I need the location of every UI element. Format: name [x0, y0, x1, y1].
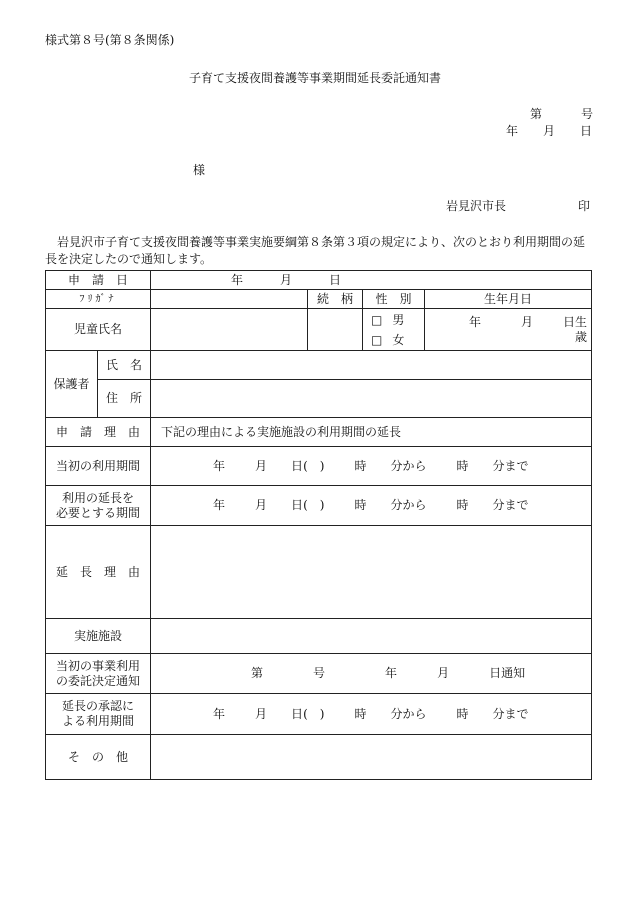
birthdate-field[interactable]	[425, 309, 592, 351]
table-row	[46, 486, 592, 526]
other-field[interactable]	[151, 735, 592, 780]
form-number: 様式第８号(第８条関係)	[45, 33, 175, 47]
notice-year: 年	[385, 666, 398, 680]
guardian-address-field[interactable]	[151, 380, 592, 418]
table-row	[46, 309, 592, 351]
approved-period-field[interactable]	[151, 694, 592, 735]
birthdate-label: 生年月日	[425, 290, 592, 309]
child-name-label: 児童氏名	[46, 309, 151, 351]
gender-field	[363, 309, 425, 351]
relationship-label: 続 柄	[308, 290, 363, 309]
period-minute-from: 分から	[390, 706, 427, 721]
gender-option-male[interactable]	[371, 310, 424, 330]
table-row	[46, 447, 592, 486]
period-minute-from: 分から	[390, 458, 427, 473]
period-minute-from: 分から	[390, 498, 427, 512]
doc-date-year: 年	[506, 124, 519, 138]
document-title: 子育て支援夜間養護等事業期間延長委託通知書	[188, 71, 441, 85]
period-month: 月	[255, 498, 268, 512]
notice-month: 月	[437, 666, 450, 680]
child-name-field[interactable]	[151, 309, 308, 351]
notice-day: 日通知	[489, 666, 526, 680]
initial-notice-label: 当初の事業利用 の委託決定通知	[46, 654, 151, 694]
period-hour-end: 時	[456, 498, 469, 512]
reason-value: 下記の理由による実施施設の利用期間の延長	[151, 418, 592, 447]
application-date-field[interactable]	[151, 271, 592, 290]
period-hour: 時	[354, 498, 367, 512]
extension-reason-field[interactable]	[151, 526, 592, 619]
age-suffix: 歳	[575, 329, 588, 344]
table-row	[46, 654, 592, 694]
notice-table	[45, 270, 592, 780]
facility-label: 実施施設	[46, 619, 151, 654]
period-month: 月	[255, 458, 268, 473]
table-row	[46, 735, 592, 780]
application-date-year: 年	[231, 272, 244, 287]
initial-notice-field[interactable]	[151, 654, 592, 694]
gender-option-female[interactable]	[371, 330, 424, 350]
gender-female-label: 女	[392, 332, 405, 347]
required-period-field[interactable]	[151, 486, 592, 526]
period-weekday: ( )	[303, 498, 325, 512]
notice-go: 号	[313, 666, 326, 680]
period-hour: 時	[354, 706, 367, 721]
checkbox-icon[interactable]: □	[371, 312, 383, 327]
extension-reason-label: 延 長 理 由	[46, 526, 151, 619]
period-weekday: ( )	[303, 458, 325, 473]
guardian-name-label: 氏 名	[98, 351, 151, 380]
table-row	[46, 694, 592, 735]
period-weekday: ( )	[303, 706, 325, 721]
table-row	[46, 418, 592, 447]
addressee-suffix: 様	[193, 163, 206, 177]
relationship-field[interactable]	[308, 309, 363, 351]
period-year: 年	[213, 706, 226, 721]
doc-date-day: 日	[580, 124, 593, 138]
period-year: 年	[213, 498, 226, 512]
gender-male-label: 男	[392, 312, 405, 327]
period-day: 日	[291, 458, 304, 473]
table-row	[46, 526, 592, 619]
birth-month: 月	[521, 314, 534, 329]
furigana-label: ﾌﾘｶﾞﾅ	[46, 290, 151, 309]
birth-year: 年	[469, 314, 482, 329]
intro-text: 岩見沢市子育て支援夜間養護等事業実施要綱第８条第３項の規定により、次のとおり利用期間の延長を決定したので通知します。	[45, 235, 586, 266]
checkbox-icon[interactable]: □	[371, 332, 383, 347]
birth-day: 日生	[563, 314, 588, 329]
period-hour-end: 時	[456, 706, 469, 721]
period-day: 日	[291, 498, 304, 512]
reason-label: 申 請 理 由	[46, 418, 151, 447]
furigana-field[interactable]	[151, 290, 308, 309]
initial-period-label: 当初の利用期間	[46, 447, 151, 486]
period-hour-end: 時	[456, 458, 469, 473]
doc-date-month: 月	[543, 124, 556, 138]
application-date-label: 申 請 日	[46, 271, 151, 290]
guardian-address-label: 住 所	[98, 380, 151, 418]
required-period-label: 利用の延長を 必要とする期間	[46, 486, 151, 526]
approved-period-label: 延長の承認に よる利用期間	[46, 694, 151, 735]
period-year: 年	[213, 458, 226, 473]
guardian-label: 保護者	[46, 351, 98, 418]
table-row	[46, 271, 592, 290]
doc-number-go: 号	[581, 107, 594, 121]
period-minute-until: 分まで	[492, 458, 529, 473]
notice-dai: 第	[251, 666, 264, 680]
other-label: そ の 他	[46, 735, 151, 780]
issuer-name: 岩見沢市長	[446, 199, 507, 213]
period-minute-until: 分まで	[492, 706, 529, 721]
issuer-seal: 印	[578, 199, 591, 213]
table-row	[46, 290, 592, 309]
application-date-month: 月	[280, 272, 293, 287]
table-row	[46, 619, 592, 654]
facility-field[interactable]	[151, 619, 592, 654]
guardian-name-field[interactable]	[151, 351, 592, 380]
gender-label: 性 別	[363, 290, 425, 309]
doc-number-dai: 第	[530, 107, 543, 121]
initial-period-field[interactable]	[151, 447, 592, 486]
table-row	[46, 380, 592, 418]
period-month: 月	[255, 706, 268, 721]
application-date-day: 日	[329, 272, 342, 287]
period-day: 日	[291, 706, 304, 721]
period-minute-until: 分まで	[492, 498, 529, 512]
table-row	[46, 351, 592, 380]
period-hour: 時	[354, 458, 367, 473]
